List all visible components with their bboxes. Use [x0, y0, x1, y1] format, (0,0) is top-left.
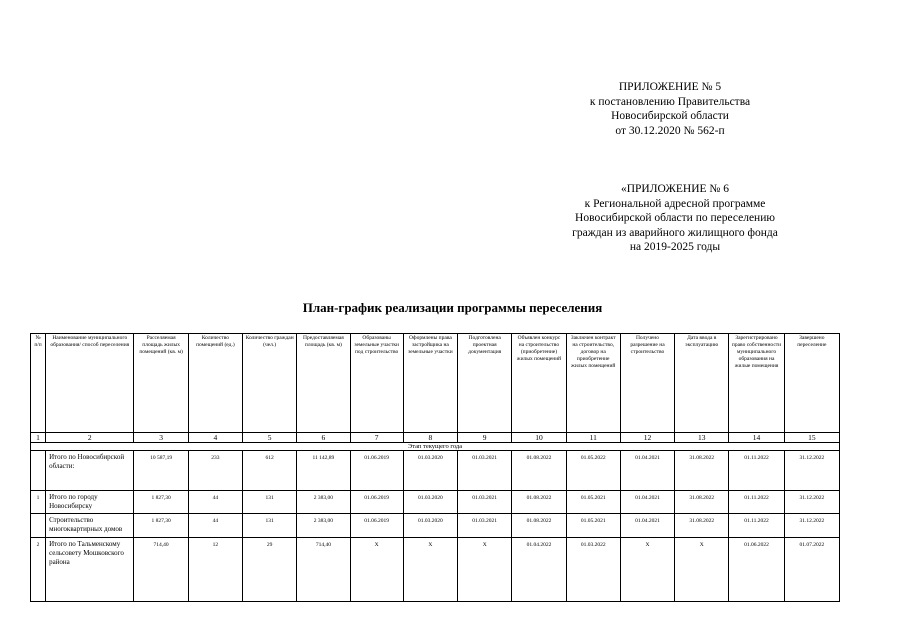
column-header: Получено разрешение на строительство: [620, 334, 674, 433]
annex-6-line: к Региональной адресной программе: [584, 197, 766, 210]
column-number: 1: [31, 433, 46, 443]
table-cell: X: [350, 538, 403, 602]
column-header: Подготовлена проектная документация: [458, 334, 512, 433]
column-number: 9: [458, 433, 512, 443]
column-number: 3: [134, 433, 188, 443]
table-cell: 01.03.2020: [403, 491, 457, 514]
table-cell: 01.05.2021: [566, 514, 620, 538]
annex-6-line: на 2019-2025 годы: [629, 241, 721, 253]
table-cell: X: [403, 538, 457, 602]
table-cell: 714,40: [297, 538, 350, 602]
table-cell: 1 827,30: [134, 491, 188, 514]
table-cell: 2 383,00: [297, 514, 350, 538]
table-cell: 12: [188, 538, 242, 602]
document-title: План-график реализации программы переселения: [302, 300, 603, 315]
table-cell: 612: [243, 451, 297, 491]
annex-6-line: «ПРИЛОЖЕНИЕ № 6: [620, 183, 729, 195]
annex-5-line: от 30.12.2020 № 562-п: [615, 124, 725, 137]
column-header: Количество граждан (чел.): [243, 334, 297, 433]
table-cell: 233: [188, 451, 242, 491]
column-header: Заключен контракт на строительство, договор на приобретение жилых помещений: [566, 334, 620, 433]
column-number: 12: [620, 433, 674, 443]
table-cell: 131: [243, 491, 297, 514]
annex-5-line: Новосибирской области: [611, 110, 729, 122]
row-number: 2: [31, 538, 46, 602]
table-cell: 01.03.2022: [566, 538, 620, 602]
table-row: [31, 491, 840, 514]
header-row: [31, 334, 840, 433]
stage-label: Этап текущего года: [31, 443, 840, 451]
table-cell: 11 142,89: [297, 451, 350, 491]
table-cell: 10 587,19: [134, 451, 188, 491]
table-cell: 01.03.2020: [403, 451, 457, 491]
column-number: 7: [350, 433, 403, 443]
column-number: 6: [297, 433, 350, 443]
table-cell: 31.08.2022: [675, 451, 729, 491]
column-header: Образованы земельные участки под строительство: [350, 334, 403, 433]
annex-6-line: Новосибирской области по переселению: [575, 212, 775, 224]
row-name: Итого по Тальменскому сельсовету Мошковского района: [46, 538, 134, 602]
table-cell: 01.03.2021: [458, 514, 512, 538]
column-number: 2: [46, 433, 134, 443]
table-cell: 31.12.2022: [784, 451, 839, 491]
column-number: 15: [784, 433, 839, 443]
table-cell: 01.07.2022: [784, 538, 839, 602]
table-cell: 01.08.2022: [512, 451, 566, 491]
annex-5-line: к постановлению Правительства: [589, 95, 751, 108]
table-cell: 01.05.2021: [566, 491, 620, 514]
column-number-row: [31, 433, 840, 443]
column-number: 14: [729, 433, 784, 443]
table-cell: X: [458, 538, 512, 602]
table-cell: 131: [243, 514, 297, 538]
table-cell: 29: [243, 538, 297, 602]
annex-5-header: [540, 80, 800, 138]
table-cell: 714,40: [134, 538, 188, 602]
annex-6-line: граждан из аварийного жилищного фонда: [572, 226, 778, 239]
column-header: Объявлен конкурс на строительство (приобретение) жилых помещений: [512, 334, 566, 433]
column-number: 5: [243, 433, 297, 443]
row-name: Итого по городу Новосибирску: [46, 491, 134, 514]
table-cell: 31.08.2022: [675, 491, 729, 514]
table-cell: 31.12.2022: [784, 491, 839, 514]
table-cell: 2 383,00: [297, 491, 350, 514]
row-number: [31, 451, 46, 491]
table-row: [31, 514, 840, 538]
table-cell: 01.03.2021: [458, 451, 512, 491]
column-number: 10: [512, 433, 566, 443]
column-header: Количество помещений (ед.): [188, 334, 242, 433]
annex-6-header: [520, 182, 830, 255]
stage-row: [31, 443, 840, 451]
schedule-table: [30, 333, 840, 602]
table-cell: 01.06.2022: [729, 538, 784, 602]
column-number: 13: [675, 433, 729, 443]
table-cell: 01.04.2021: [620, 491, 674, 514]
table-cell: 01.06.2019: [350, 451, 403, 491]
table-cell: 44: [188, 491, 242, 514]
row-name: Строительство многоквартирных домов: [46, 514, 134, 538]
row-number: [31, 514, 46, 538]
column-header: Оформлены права застройщика на земельные участки: [403, 334, 457, 433]
column-header: Дата ввода в эксплуатацию: [675, 334, 729, 433]
column-number: 8: [403, 433, 457, 443]
table-cell: 01.11.2022: [729, 491, 784, 514]
table-row: [31, 451, 840, 491]
table-cell: 01.04.2021: [620, 514, 674, 538]
table-row: [31, 538, 840, 602]
column-number: 11: [566, 433, 620, 443]
column-header: Зарегистрировано право собственности муниципального образования на жилые помещения: [729, 334, 784, 433]
column-header: Наименование муниципального образования/ способ переселения: [46, 334, 134, 433]
column-number: 4: [188, 433, 242, 443]
table-cell: 01.11.2022: [729, 451, 784, 491]
table-cell: 01.03.2021: [458, 491, 512, 514]
table-cell: 31.12.2022: [784, 514, 839, 538]
table-cell: 44: [188, 514, 242, 538]
table-cell: 01.04.2021: [620, 451, 674, 491]
table-cell: 01.06.2019: [350, 514, 403, 538]
table-cell: X: [620, 538, 674, 602]
column-header: Завершено переселение: [784, 334, 839, 433]
column-header: Предоставляемая площадь (кв. м): [297, 334, 350, 433]
table-cell: 1 827,30: [134, 514, 188, 538]
column-header: Расселяемая площадь жилых помещений (кв. м): [134, 334, 188, 433]
annex-5-line: ПРИЛОЖЕНИЕ № 5: [618, 81, 722, 93]
table-cell: X: [675, 538, 729, 602]
table-cell: 31.08.2022: [675, 514, 729, 538]
table-cell: 01.08.2022: [512, 514, 566, 538]
table-cell: 01.03.2020: [403, 514, 457, 538]
row-number: 1: [31, 491, 46, 514]
row-name: Итого по Новосибирской области:: [46, 451, 134, 491]
table-cell: 01.06.2019: [350, 491, 403, 514]
table-cell: 01.11.2022: [729, 514, 784, 538]
table-cell: 01.05.2022: [566, 451, 620, 491]
table-cell: 01.04.2022: [512, 538, 566, 602]
table-cell: 01.08.2022: [512, 491, 566, 514]
column-header: № п/п: [31, 334, 46, 433]
